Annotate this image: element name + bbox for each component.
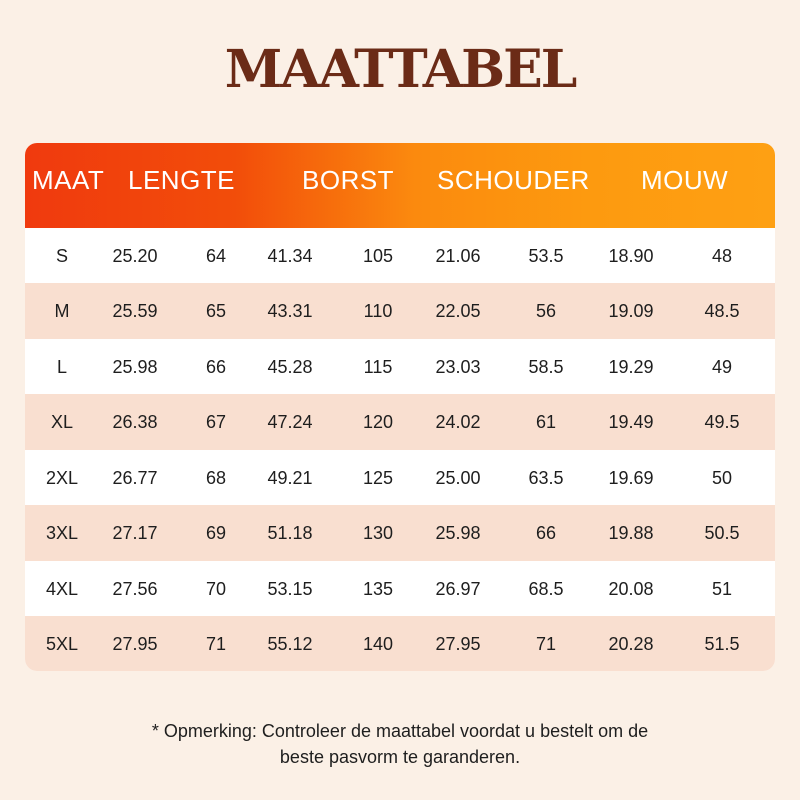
table-cell: 23.03 — [435, 357, 481, 377]
table-cell: 135 — [362, 579, 394, 599]
table-cell: 25.00 — [435, 468, 481, 488]
table-cell: 110 — [363, 301, 393, 321]
table-cell: 64 — [205, 246, 227, 266]
table-cell: 125 — [362, 468, 394, 488]
table-cell: 20.08 — [608, 579, 654, 599]
table-cell: 71 — [205, 634, 227, 654]
header-maat: MAAT — [32, 165, 105, 195]
size-label-cell: 5XL — [45, 634, 79, 654]
table-cell: 105 — [362, 246, 394, 266]
size-table — [25, 143, 775, 671]
table-cell: 19.69 — [608, 468, 654, 488]
table-cell: 27.17 — [112, 523, 158, 543]
table-row — [25, 283, 775, 339]
table-cell: 18.90 — [608, 246, 654, 266]
table-cell: 25.59 — [112, 301, 158, 321]
table-cell: 115 — [363, 357, 393, 377]
footnote-line-2: beste pasvorm te garanderen. — [279, 747, 521, 767]
table-cell: 47.24 — [267, 412, 313, 432]
header-lengte: LENGTE — [128, 165, 236, 195]
table-cell: 26.38 — [112, 412, 158, 432]
table-cell: 21.06 — [435, 246, 481, 266]
table-row — [25, 228, 775, 284]
table-cell: 20.28 — [608, 634, 654, 654]
table-cell: 49.5 — [704, 412, 740, 432]
table-cell: 25.98 — [112, 357, 158, 377]
table-row — [25, 394, 775, 450]
table-cell: 58.5 — [528, 357, 564, 377]
table-cell: 63.5 — [528, 468, 564, 488]
table-cell: 27.95 — [435, 634, 481, 654]
table-cell: 68 — [205, 468, 227, 488]
table-cell: 55.12 — [267, 634, 313, 654]
table-cell: 19.29 — [608, 357, 654, 377]
size-label-cell: 3XL — [45, 523, 79, 543]
table-cell: 25.20 — [112, 246, 158, 266]
table-cell: 120 — [362, 412, 394, 432]
size-label-cell: S — [55, 246, 68, 266]
table-cell: 48.5 — [704, 301, 740, 321]
table-cell: 26.97 — [435, 579, 481, 599]
table-cell: 53.15 — [267, 579, 313, 599]
table-cell: 71 — [535, 634, 557, 654]
table-cell: 19.09 — [608, 301, 654, 321]
table-cell: 27.95 — [112, 634, 158, 654]
table-row — [25, 505, 775, 561]
table-row — [25, 561, 775, 617]
table-cell: 130 — [362, 523, 394, 543]
size-label-cell: M — [54, 301, 70, 321]
table-cell: 66 — [535, 523, 557, 543]
table-cell: 51 — [711, 579, 733, 599]
header-borst: BORST — [302, 165, 395, 195]
table-cell: 56 — [535, 301, 557, 321]
table-cell: 70 — [205, 579, 227, 599]
table-cell: 65 — [205, 301, 227, 321]
table-row — [25, 616, 775, 671]
table-cell: 140 — [362, 634, 394, 654]
header-schouder: SCHOUDER — [437, 165, 590, 195]
table-cell: 69 — [205, 523, 227, 543]
table-cell: 61 — [535, 412, 557, 432]
table-body — [25, 228, 775, 671]
size-label-cell: 2XL — [45, 468, 79, 488]
table-cell: 19.88 — [608, 523, 654, 543]
table-cell: 25.98 — [435, 523, 481, 543]
table-header — [25, 143, 775, 228]
page-title: MAATTABEL — [224, 39, 576, 100]
table-cell: 27.56 — [112, 579, 158, 599]
table-cell: 26.77 — [112, 468, 158, 488]
table-cell: 24.02 — [435, 412, 481, 432]
table-cell: 41.34 — [267, 246, 313, 266]
table-cell: 50 — [711, 468, 733, 488]
footnote — [0, 718, 800, 770]
table-row — [25, 450, 775, 506]
table-cell: 45.28 — [267, 357, 313, 377]
table-cell: 49.21 — [267, 468, 313, 488]
table-cell: 51.5 — [704, 634, 740, 654]
size-label-cell: L — [56, 357, 67, 377]
table-cell: 22.05 — [435, 301, 481, 321]
table-cell: 51.18 — [267, 523, 313, 543]
table-cell: 53.5 — [528, 246, 564, 266]
table-cell: 19.49 — [608, 412, 654, 432]
table-cell: 49 — [711, 357, 733, 377]
table-cell: 66 — [205, 357, 227, 377]
header-mouw: MOUW — [641, 165, 729, 195]
table-cell: 67 — [205, 412, 227, 432]
table-cell: 43.31 — [267, 301, 313, 321]
table-cell: 50.5 — [704, 523, 740, 543]
table-row — [25, 339, 775, 395]
table-cell: 48 — [711, 246, 733, 266]
size-label-cell: 4XL — [45, 579, 79, 599]
size-label-cell: XL — [50, 412, 74, 432]
table-cell: 68.5 — [528, 579, 564, 599]
footnote-line-1: * Opmerking: Controleer de maattabel voordat u bestelt om de — [151, 721, 649, 741]
